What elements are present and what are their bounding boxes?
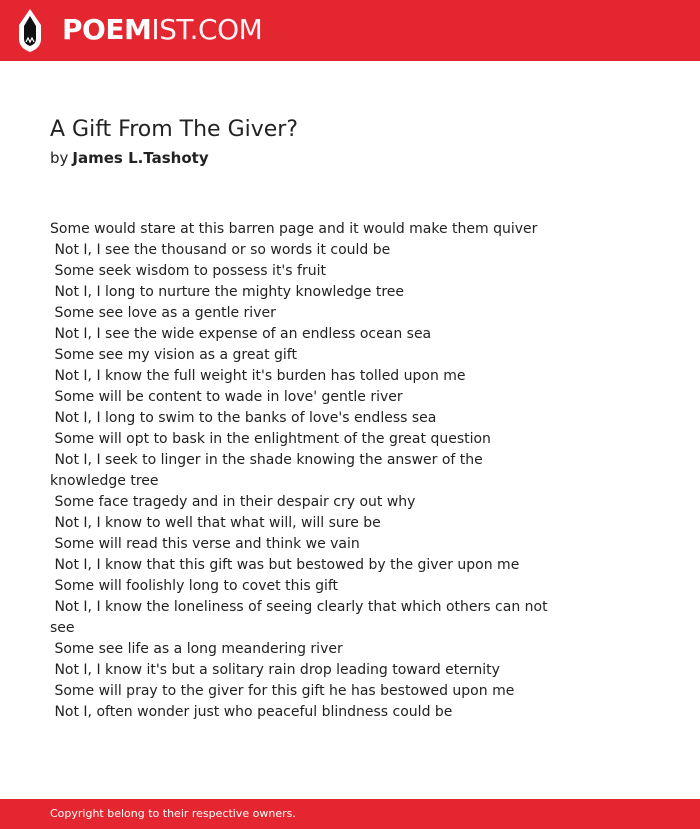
poem-line: Some see love as a gentle river: [50, 305, 276, 321]
poem-line: Not I, I long to nurture the mighty knowledge tree: [50, 284, 405, 300]
poem-line: Some will be content to wade in love' gentle river: [50, 389, 403, 405]
poem-line: Not I, I see the wide expense of an endless ocean sea: [50, 326, 432, 342]
copyright-notice: Copyright belong to their respective owners.: [50, 807, 296, 820]
poem-line: Some will read this verse and think we vain: [50, 536, 360, 552]
by-label: by: [50, 149, 69, 167]
poem-line: Not I, often wonder just who peaceful blindness could be: [50, 704, 453, 720]
pencil-icon[interactable]: [17, 9, 43, 52]
poem-title: A Gift From The Giver?: [50, 117, 299, 142]
poem-line: Some see my vision as a great gift: [50, 347, 297, 363]
poem-line: Some see life as a long meandering river: [50, 641, 343, 657]
site-header: [0, 0, 700, 61]
poem-line: Not I, I see the thousand or so words it could be: [50, 242, 391, 258]
brand-bold-text: POEM: [62, 13, 152, 46]
poem-line: Not I, I long to swim to the banks of love's endless sea: [50, 410, 437, 426]
poem-line: Some will opt to bask in the enlightment of the great question: [50, 431, 491, 447]
poem-line: Some will pray to the giver for this gift he has bestowed upon me: [50, 683, 515, 699]
site-logo[interactable]: [62, 13, 262, 47]
poem-line: Not I, I know the loneliness of seeing clearly that which others can not see: [50, 599, 553, 636]
poem-line: Not I, I know to well that what will, will sure be: [50, 515, 381, 531]
poem-line: Not I, I know the full weight it's burden has tolled upon me: [50, 368, 466, 384]
author-name[interactable]: James L.Tashoty: [72, 149, 209, 167]
poem-line: Not I, I seek to linger in the shade knowing the answer of the knowledge tree: [50, 452, 488, 489]
poem-line: Some face tragedy and in their despair cry out why: [50, 494, 416, 510]
poem-body: [50, 219, 553, 723]
brand-light-text: IST.COM: [151, 13, 263, 46]
byline: [50, 149, 209, 167]
poem-line: Not I, I know that this gift was but bestowed by the giver upon me: [50, 557, 520, 573]
poem-line: Some would stare at this barren page and it would make them quiver: [50, 221, 538, 237]
poem-line: Some will foolishly long to covet this gift: [50, 578, 339, 594]
poem-line: Some seek wisdom to possess it's fruit: [50, 263, 326, 279]
site-footer: [0, 799, 700, 829]
poem-line: Not I, I know it's but a solitary rain drop leading toward eternity: [50, 662, 500, 678]
